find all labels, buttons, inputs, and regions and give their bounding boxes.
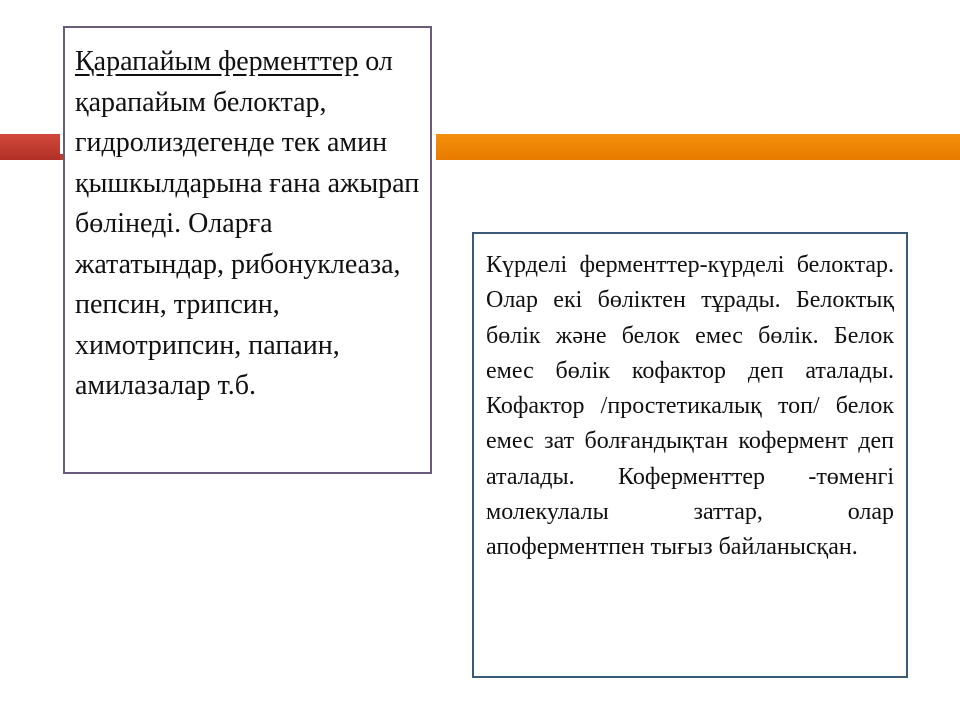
- simple-enzymes-textbox: [63, 26, 432, 474]
- simple-enzymes-text: [75, 42, 420, 407]
- simple-enzymes-body: ол қарапайым белоктар, гидролиздегенде тек амин қышкылдарына ғана ажырап бөлінеді. Оларға жататындар, рибонуклеаза, пепсин, трипсин, химотрипсин, папаин, амилазалар т.б.: [75, 46, 420, 401]
- simple-enzymes-title: Қарапайым ферменттер: [75, 46, 359, 77]
- decorative-orange-stripe: [436, 134, 960, 160]
- decorative-red-stripe: [0, 134, 60, 160]
- complex-enzymes-text: Күрделі ферменттер-күрделі белоктар. Олар екі бөліктен тұрады. Белоктық бөлік және белок емес бөлік. Белок емес бөлік кофактор деп аталады. Кофактор /простетикалық топ/ белок емес зат болғандықтан кофермент деп аталады. Коферменттер -төменгі молекулалы заттар, олар апоферментпен тығыз байланысқан.: [486, 252, 894, 561]
- complex-enzymes-textbox: [472, 232, 908, 678]
